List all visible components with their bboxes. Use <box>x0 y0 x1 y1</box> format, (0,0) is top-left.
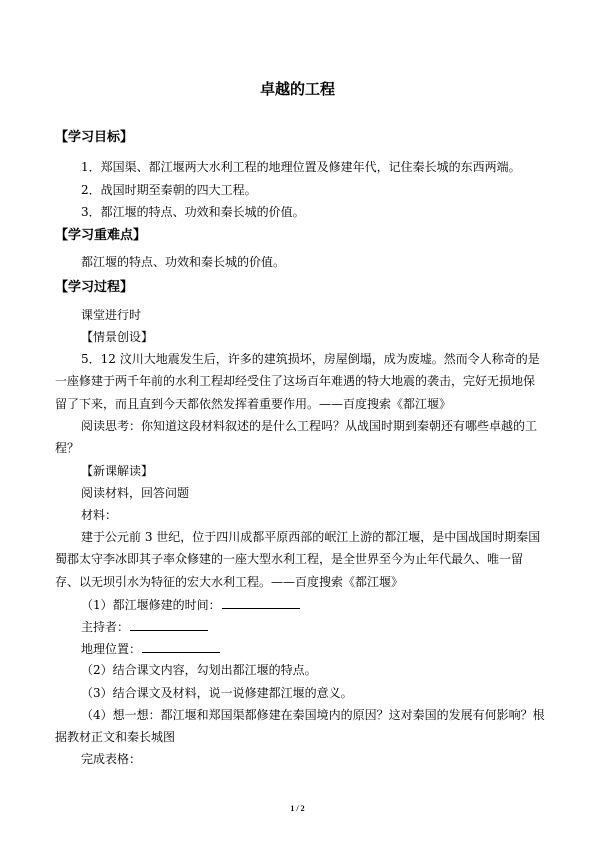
goal-item-3: 3．都江堰的特点、功效和秦长城的价值。 <box>81 205 305 219</box>
complete-table-instruction: 完成表格： <box>81 752 142 766</box>
question-1-location-row <box>81 641 220 656</box>
page-number: 1 / 2 <box>290 804 305 813</box>
answer-blank-location[interactable] <box>142 641 220 653</box>
question-4-line-2: 据教材正文和秦长城图 <box>55 730 176 744</box>
process-intro: 课堂进行时 <box>81 308 142 322</box>
scene-paragraph-line-3: 留了下来，而且直到今天都依然发挥着重要作用。——百度搜索《都江堰》 <box>55 397 452 411</box>
think-paragraph-line-1: 阅读思考：你知道这段材料叙述的是什么工程吗？从战国时期到秦朝还有哪些卓越的工 <box>81 419 538 433</box>
scene-paragraph-line-2: 一座修建于两千年前的水利工程却经受住了这场百年难遇的特大地震的袭击，完好无损地保 <box>55 374 536 388</box>
goal-item-2: 2．战国时期至秦朝的四大工程。 <box>81 183 257 197</box>
section-heading-process: 【学习过程】 <box>55 280 134 295</box>
scene-heading: 【情景创设】 <box>81 330 154 344</box>
section-heading-key-points: 【学习重难点】 <box>55 228 147 243</box>
question-2: （2）结合课文内容，勾划出都江堰的特点。 <box>81 663 317 677</box>
new-lesson-heading: 【新课解读】 <box>81 464 154 478</box>
section-heading-goals: 【学习目标】 <box>55 130 134 145</box>
material-paragraph-line-2: 蜀郡太守李冰即其子率众修建的一座大型水利工程，是全世界至今为止年代最久、唯一留 <box>55 552 524 566</box>
material-paragraph-line-3: 存、以无坝引水为特征的宏大水利工程。——百度搜索《都江堰》 <box>55 575 404 589</box>
question-1-row <box>81 597 300 612</box>
question-1-location-text: 地理位置： <box>81 642 142 656</box>
read-instruction: 阅读材料，回答问题 <box>81 486 190 500</box>
scene-paragraph-line-1: 5．12 汶川大地震发生后，许多的建筑损坏，房屋倒塌，成为废墟。然而令人称奇的是 <box>81 352 540 366</box>
answer-blank-host[interactable] <box>130 619 208 631</box>
answer-blank-time[interactable] <box>222 597 300 609</box>
question-1-host-text: 主持者： <box>81 620 130 634</box>
page-title: 卓越的工程 <box>259 80 335 98</box>
question-4-line-1: （4）想一想：都江堰和郑国渠都修建在秦国境内的原因？这对秦国的发展有何影响？根 <box>81 708 545 722</box>
key-points-text: 都江堰的特点、功效和秦长城的价值。 <box>81 255 286 269</box>
think-paragraph-line-2: 程？ <box>55 441 80 455</box>
goal-item-1: 1．郑国渠、都江堰两大水利工程的地理位置及修建年代，记住秦长城的东西两端。 <box>81 160 521 174</box>
question-1-host-row <box>81 619 208 634</box>
material-paragraph-line-1: 建于公元前 3 世纪，位于四川成都平原西部的岷江上游的都江堰，是中国战国时期秦国 <box>81 530 541 544</box>
question-3: （3）结合课文及材料，说一说修建都江堰的意义。 <box>81 686 353 700</box>
question-1-text: （1）都江堰修建的时间： <box>81 598 221 612</box>
material-label: 材料： <box>81 508 118 522</box>
